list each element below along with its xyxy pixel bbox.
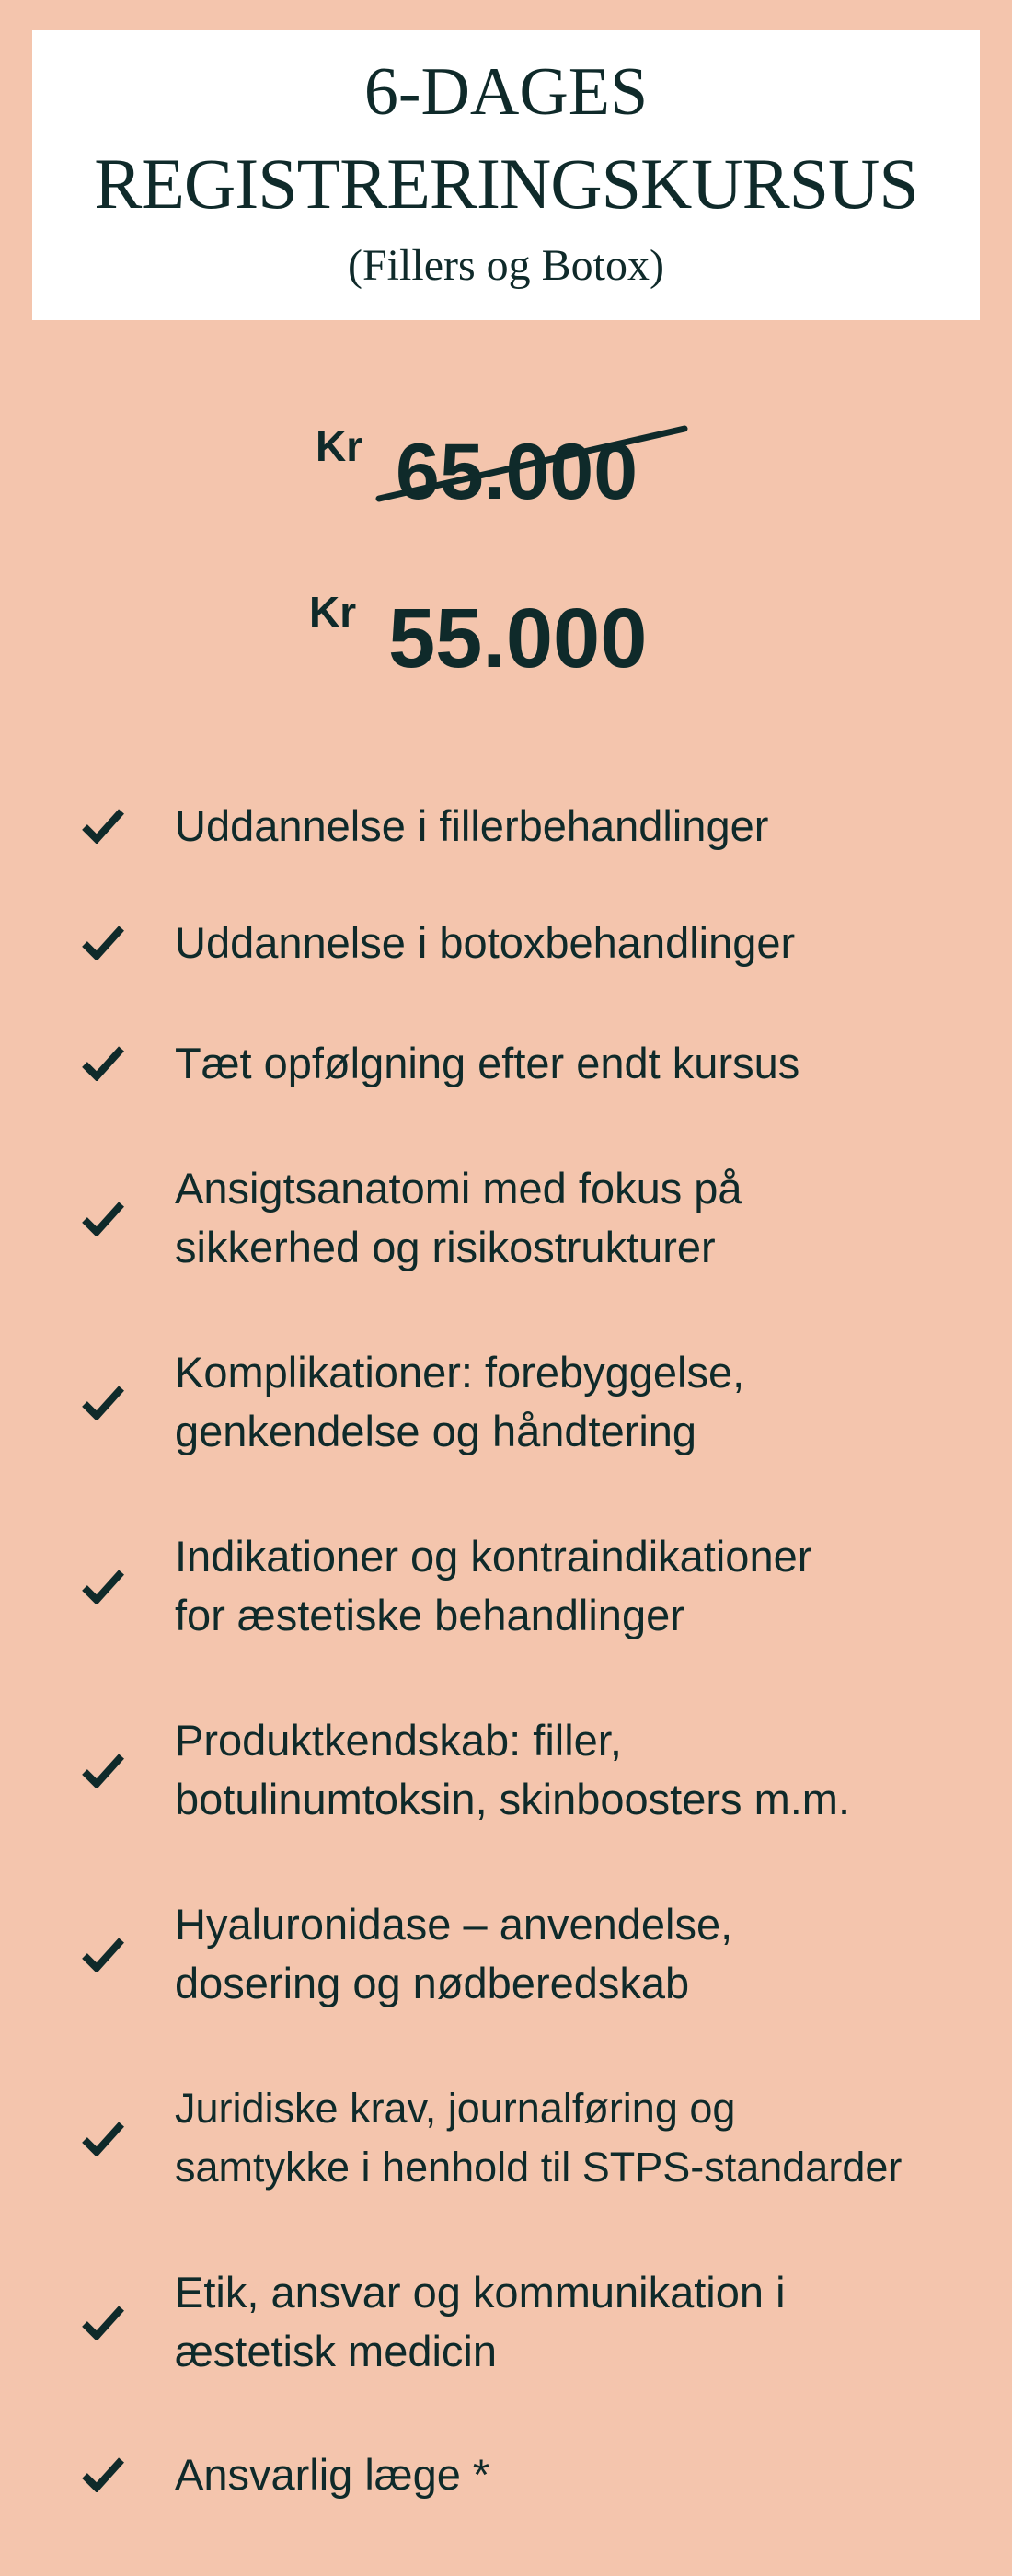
feature-line1: Produktkendskab: filler, <box>175 1716 622 1765</box>
check-icon <box>81 1384 125 1420</box>
page-subtitle: (Fillers og Botox) <box>348 241 664 290</box>
feature-line1: Juridiske krav, journalføring og <box>175 2085 736 2132</box>
feature-line1: Komplikationer: forebyggelse, <box>175 1348 745 1397</box>
feature-line2: dosering og nødberedskab <box>175 1959 690 2007</box>
feature-text <box>175 1895 1003 2013</box>
page-title-line1: 6-DAGES <box>363 54 649 130</box>
feature-line1: Tæt opfølgning efter endt kursus <box>175 1039 800 1087</box>
feature-line1: Hyaluronidase – anvendelse, <box>175 1900 733 1949</box>
feature-text <box>175 2079 1003 2197</box>
check-icon <box>81 1568 125 1604</box>
feature-line2: samtykke i henhold til STPS-standarder <box>175 2144 903 2191</box>
feature-text <box>175 1034 1003 1093</box>
feature-text <box>175 914 1003 972</box>
feature-line1: Etik, ansvar og kommunikation i <box>175 2268 786 2317</box>
feature-text <box>175 797 1003 856</box>
check-icon <box>81 924 125 960</box>
feature-line2: botulinumtoksin, skinboosters m.m. <box>175 1775 851 1823</box>
check-icon <box>81 2455 125 2492</box>
check-icon <box>81 2120 125 2156</box>
feature-line1: Uddannelse i fillerbehandlinger <box>175 801 769 850</box>
feature-text <box>175 1711 1003 1829</box>
feature-line2: for æstetiske behandlinger <box>175 1591 684 1639</box>
strikethrough-line <box>375 423 688 506</box>
page-title-line2: REGISTRERINGSKURSUS <box>94 144 918 224</box>
feature-line2: genkendelse og håndtering <box>175 1407 697 1455</box>
feature-line1: Ansvarlig læge * <box>175 2450 490 2499</box>
check-icon <box>81 1936 125 1972</box>
check-icon <box>81 2304 125 2340</box>
check-icon <box>81 1044 125 1081</box>
feature-text <box>175 1527 1003 1645</box>
old-price-currency: Kr <box>316 422 363 470</box>
feature-line2: sikkerhed og risikostrukturer <box>175 1223 716 1271</box>
check-icon <box>81 1200 125 1236</box>
feature-text <box>175 1159 1003 1277</box>
feature-line1: Indikationer og kontraindikationer <box>175 1532 812 1581</box>
new-price-currency: Kr <box>309 588 357 636</box>
feature-line1: Ansigtsanatomi med fokus på <box>175 1164 742 1213</box>
feature-line2: æstetisk medicin <box>175 2327 497 2375</box>
check-icon <box>81 807 125 844</box>
new-price-amount: 55.000 <box>388 592 648 685</box>
feature-text <box>175 2263 1003 2381</box>
old-price-amount: 65.000 <box>396 428 638 516</box>
feature-line1: Uddannelse i botoxbehandlinger <box>175 918 796 967</box>
feature-text <box>175 1343 1003 1461</box>
feature-text <box>175 2445 1003 2504</box>
check-icon <box>81 1752 125 1788</box>
